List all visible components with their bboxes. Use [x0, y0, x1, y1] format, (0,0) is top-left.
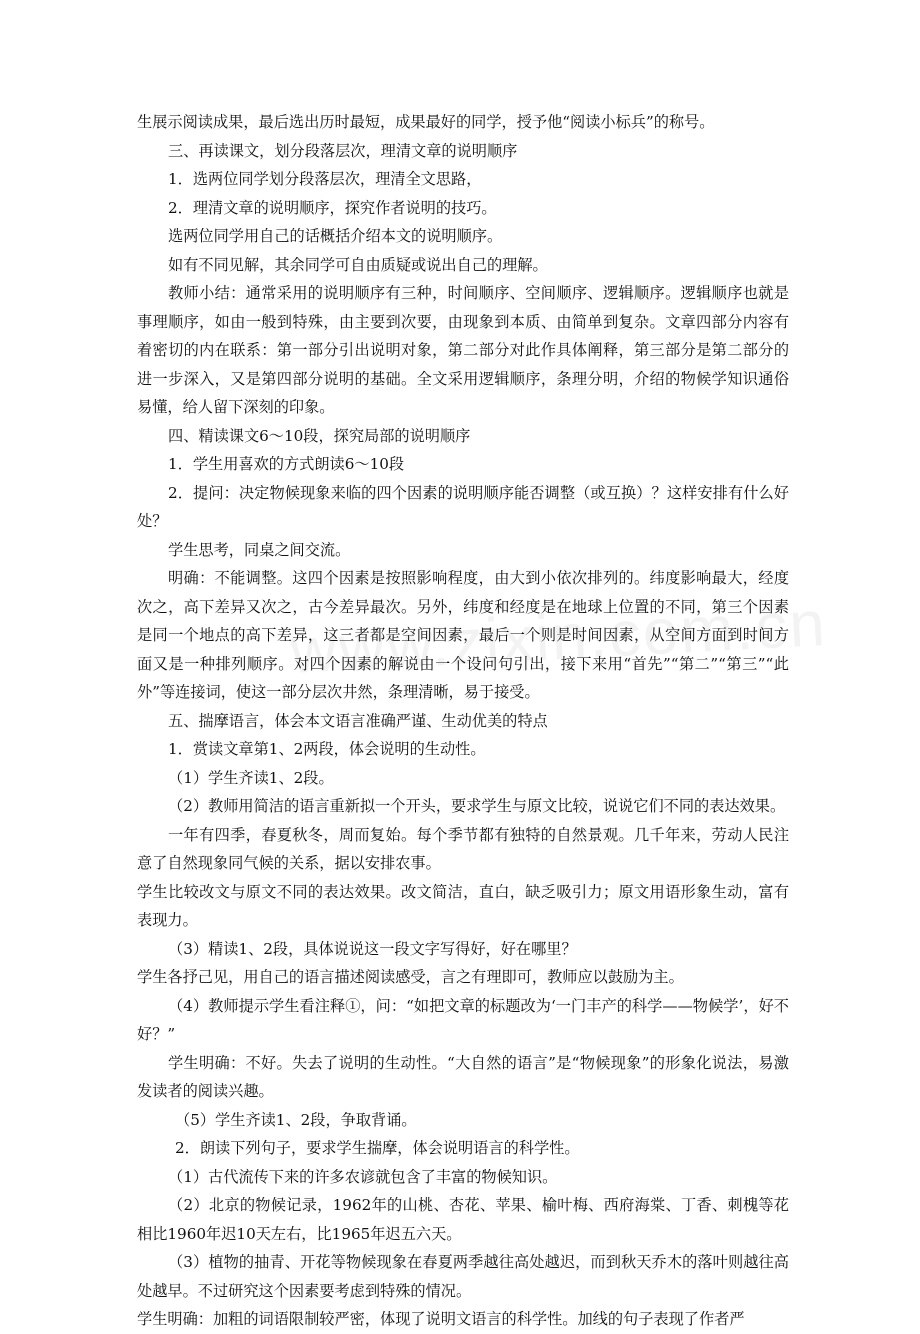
- paragraph: （2）北京的物候记录，1962年的山桃、杏花、苹果、榆叶梅、西府海棠、丁香、刺槐等花相比1960年迟10天左右，比1965年迟五六天。: [137, 1196, 789, 1243]
- paragraph: 生展示阅读成果，最后选出历时最短，成果最好的同学，授予他“阅读小标兵”的称号。: [137, 113, 715, 131]
- paragraph: （3）植物的抽青、开花等物候现象在春夏两季越往高处越迟，而到秋天乔木的落叶则越往高处越早。不过研究这个因素要考虑到特殊的情况。: [137, 1253, 789, 1300]
- paragraph: 学生比较改文与原文不同的表达效果。改文简洁，直白，缺乏吸引力；原文用语形象生动，富有表现力。: [137, 882, 789, 929]
- paragraph: （1）学生齐读1、2段。: [168, 768, 334, 787]
- paragraph: 教师小结：通常采用的说明顺序有三种，时间顺序、空间顺序、逻辑顺序。逻辑顺序也就是事理顺序，如由一般到特殊，由主要到次要，由现象到本质、由简单到复杂。文章四部分内容有着密切的内在联系：第一部分引出说明对象，第二部分对此作具体阐释，第三部分是第二部分的进一步深入，又是第四部分说明的基础。全文采用逻辑顺序，条理分明，介绍的物候学知识通俗易懂，给人留下深刻的印象。: [137, 284, 789, 416]
- paragraph: （1）古代流传下来的许多农谚就包含了丰富的物候知识。: [168, 1167, 558, 1186]
- paragraph: 一年有四季，春夏秋冬，周而复始。每个季节都有独特的自然景观。几千年来，劳动人民注意了自然现象同气候的关系，据以安排农事。: [137, 825, 789, 872]
- document-body: [137, 108, 789, 1334]
- paragraph: （3）精读1、2段，具体说说这一段文字写得好，好在哪里？: [168, 939, 577, 958]
- paragraph: 2．理清文章的说明顺序，探究作者说明的技巧。: [168, 198, 497, 217]
- paragraph: 1．选两位同学划分段落层次，理清全文思路，: [168, 170, 482, 188]
- paragraph: 如有不同见解，其余同学可自由质疑或说出自己的理解。: [168, 255, 548, 274]
- paragraph: 2．提问：决定物候现象来临的四个因素的说明顺序能否调整（或互换）？这样安排有什么好处？: [137, 483, 789, 530]
- paragraph: （4）教师提示学生看注释①，问：“如把文章的标题改为‘一门丰产的科学——物候学’，好不好？”: [137, 996, 789, 1043]
- paragraph: 学生各抒己见，用自己的语言描述阅读感受，言之有理即可，教师应以鼓励为主。: [137, 968, 684, 986]
- paragraph: 学生明确：加粗的词语限制较严密，体现了说明文语言的科学性。加线的句子表现了作者严: [137, 1310, 745, 1328]
- paragraph: 五、揣摩语言，体会本文语言准确严谨、生动优美的特点: [168, 711, 548, 730]
- paragraph: （5）学生齐读1、2段，争取背诵。: [175, 1110, 417, 1129]
- paragraph: （2）教师用简洁的语言重新拟一个开头，要求学生与原文比较，说说它们不同的表达效果。: [168, 797, 786, 815]
- paragraph: 选两位同学用自己的话概括介绍本文的说明顺序。: [168, 227, 503, 245]
- paragraph: 1．学生用喜欢的方式朗读6～10段: [168, 455, 405, 473]
- paragraph: 2．朗读下列句子，要求学生揣摩，体会说明语言的科学性。: [175, 1139, 580, 1157]
- paragraph: 明确：不能调整。这四个因素是按照影响程度，由大到小依次排列的。纬度影响最大，经度次之，高下差异又次之，古今差异最次。另外，纬度和经度是在地球上位置的不同，第三个因素是同一个地点的高下差异，这三者都是空间因素，最后一个则是时间因素，从空间方面到时间方面又是一种排列顺序。对四个因素的解说由一个设问句引出，接下来用“首先”“第二”“第三”“此外”等连接词，使这一部分层次井然，条理清晰，易于接受。: [137, 569, 789, 701]
- paragraph: 学生明确：不好。失去了说明的生动性。“大自然的语言”是“物候现象”的形象化说法，易激发读者的阅读兴趣。: [137, 1053, 789, 1100]
- paragraph: 三、再读课文，划分段落层次，理清文章的说明顺序: [168, 141, 518, 160]
- paragraph: 四、精读课文6～10段，探究局部的说明顺序: [168, 426, 471, 445]
- paragraph: 1．赏读文章第1、2两段，体会说明的生动性。: [168, 740, 486, 758]
- paragraph: 学生思考，同桌之间交流。: [168, 540, 351, 559]
